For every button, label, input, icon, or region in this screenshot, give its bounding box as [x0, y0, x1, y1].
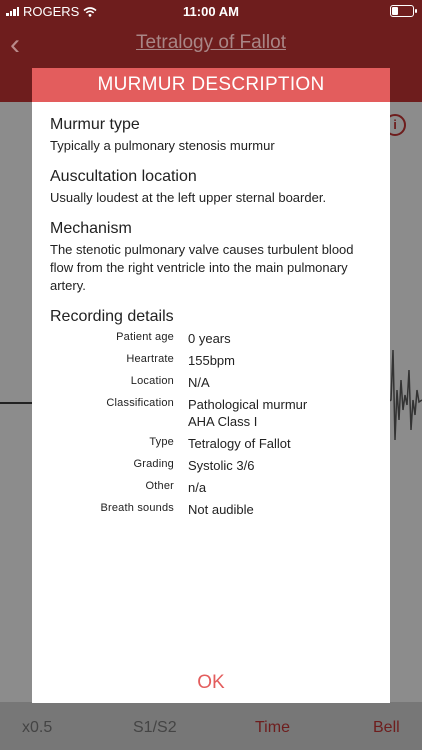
- detail-row: [50, 396, 372, 430]
- detail-row: [50, 457, 372, 474]
- murmur-type-heading: Murmur type: [50, 116, 140, 133]
- detail-row: [50, 435, 372, 452]
- detail-value: n/a: [188, 480, 207, 495]
- s1s2-button[interactable]: S1/S2: [133, 719, 177, 736]
- murmur-description-dialog: [32, 68, 390, 703]
- recording-details-heading: Recording details: [50, 308, 174, 325]
- carrier-name: ROGERS: [23, 4, 80, 19]
- detail-row: [50, 352, 372, 369]
- detail-label: Grading: [133, 458, 174, 470]
- time-button[interactable]: Time: [255, 719, 290, 736]
- bell-button[interactable]: Bell: [373, 719, 400, 736]
- detail-value: 0 years: [188, 331, 231, 346]
- ok-button[interactable]: OK: [197, 672, 225, 693]
- detail-value: Pathological murmur AHA Class I: [188, 397, 308, 429]
- battery-icon: [390, 5, 414, 17]
- detail-row: [50, 501, 372, 518]
- waveform-trace: [388, 330, 422, 460]
- murmur-type-text: Typically a pulmonary stenosis murmur: [50, 138, 275, 153]
- detail-value: Systolic 3/6: [188, 458, 255, 473]
- detail-label: Classification: [106, 397, 174, 409]
- detail-label: Breath sounds: [100, 502, 174, 514]
- speed-button[interactable]: x0.5: [22, 719, 53, 736]
- detail-row: [50, 479, 372, 496]
- detail-label: Patient age: [116, 331, 174, 343]
- waveform-baseline: [0, 402, 32, 404]
- detail-value: Not audible: [188, 502, 254, 517]
- back-chevron-icon[interactable]: ‹: [10, 28, 20, 61]
- detail-label: Other: [145, 480, 174, 492]
- detail-row: [50, 374, 372, 391]
- status-bar: [0, 0, 422, 22]
- bottom-toolbar: [0, 702, 422, 750]
- detail-value: Tetralogy of Fallot: [188, 436, 291, 451]
- mechanism-text: The stenotic pulmonary valve causes turbulent blood flow from the right ventricle into the main pulmonary artery.: [50, 242, 354, 293]
- clock: 11:00 AM: [183, 4, 239, 19]
- detail-row: [50, 330, 372, 347]
- mechanism-heading: Mechanism: [50, 220, 132, 237]
- dialog-title: MURMUR DESCRIPTION: [32, 68, 390, 102]
- page-title: Tetralogy of Fallot: [136, 32, 286, 53]
- detail-label: Location: [130, 375, 174, 387]
- recording-details-list: [50, 330, 372, 518]
- auscultation-heading: Auscultation location: [50, 168, 197, 185]
- detail-label: Heartrate: [126, 353, 174, 365]
- auscultation-text: Usually loudest at the left upper sternal boarder.: [50, 190, 327, 205]
- detail-value: 155bpm: [188, 353, 235, 368]
- detail-label: Type: [149, 436, 174, 448]
- info-icon[interactable]: i: [384, 114, 406, 136]
- detail-value: N/A: [188, 375, 210, 390]
